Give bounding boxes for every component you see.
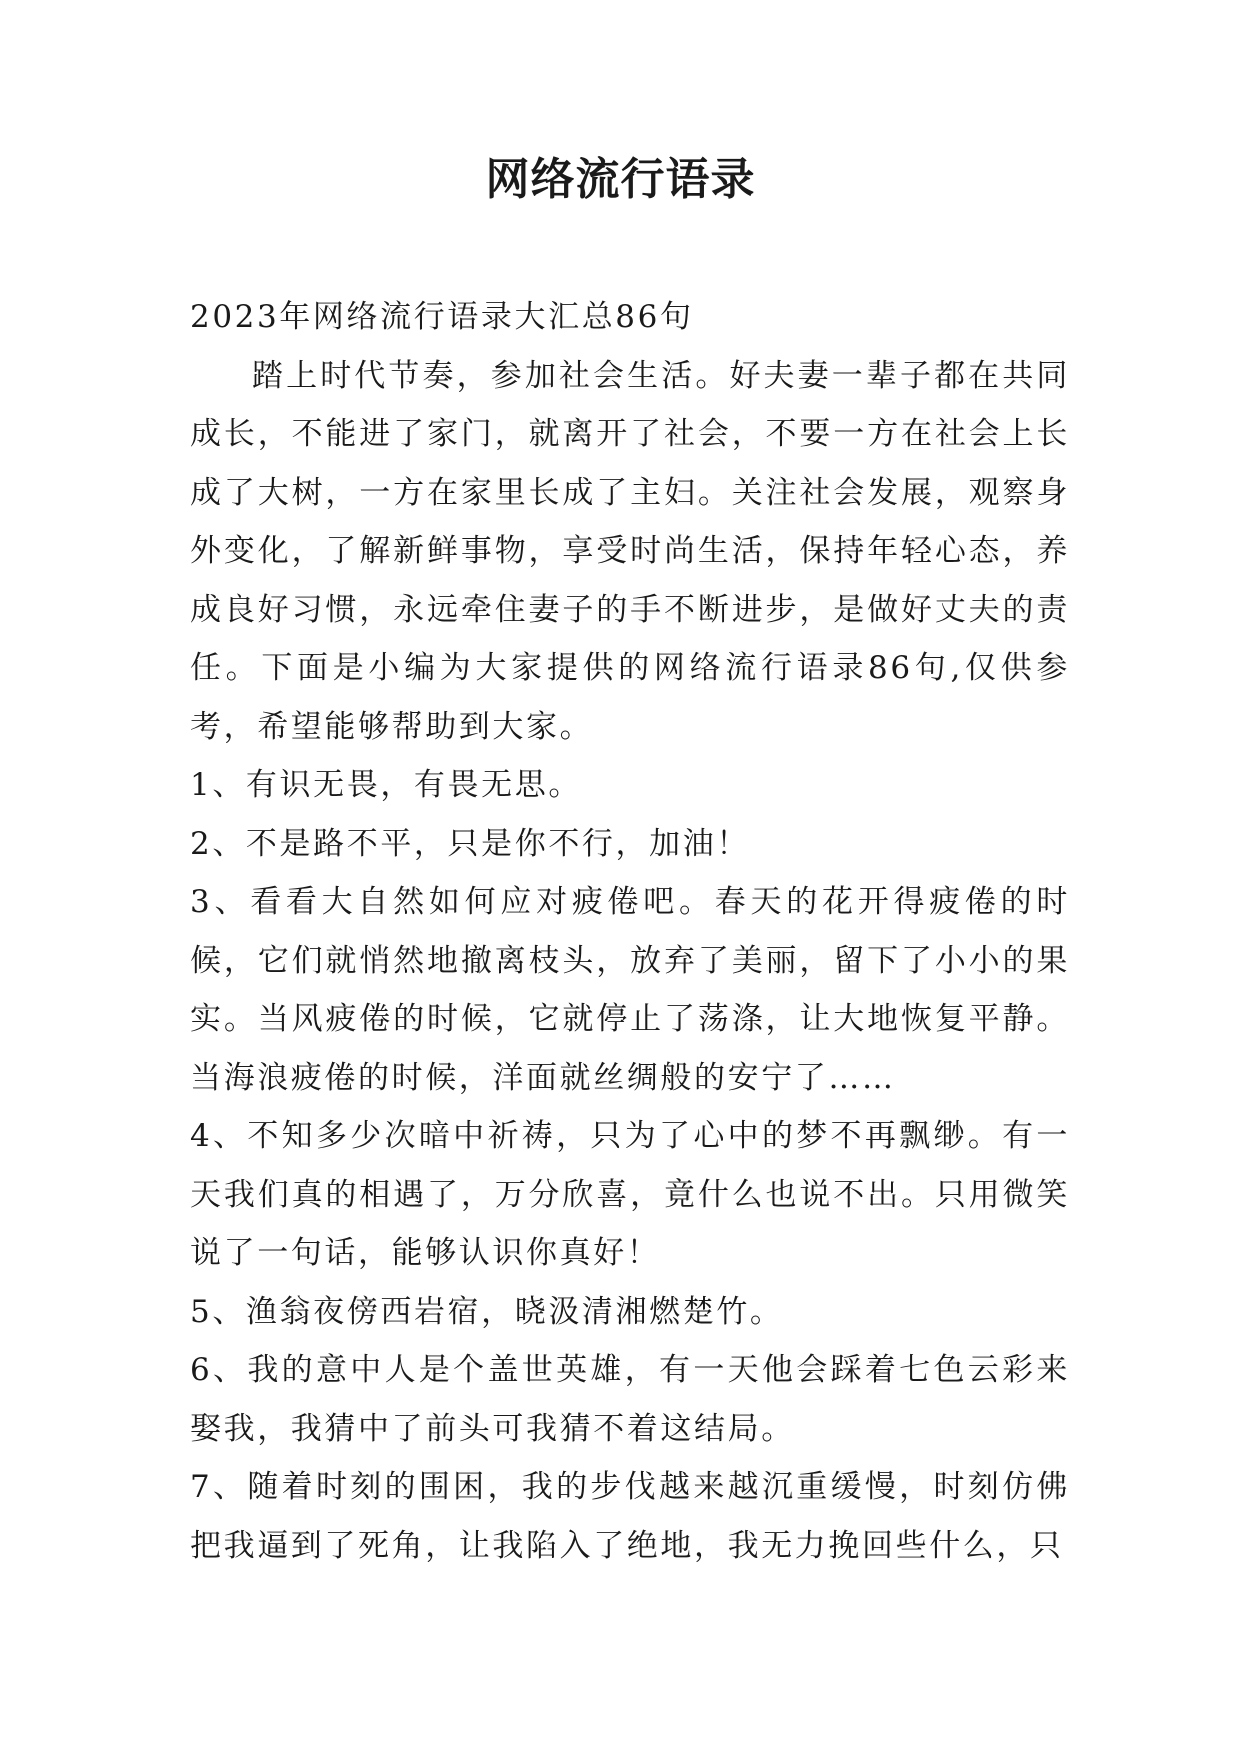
subtitle-line: 2023年网络流行语录大汇总86句 xyxy=(190,299,694,335)
quote-item-4: 4、不知多少次暗中祈祷，只为了心中的梦不再飘缈。有一天我们真的相遇了，万分欣喜，竟什么也说不出。只用微笑说了一句话，能够认识你真好！ xyxy=(190,1118,1070,1271)
quote-item-2: 2、不是路不平，只是你不行，加油！ xyxy=(190,825,750,862)
quote-item-5: 5、渔翁夜傍西岩宿，晓汲清湘燃楚竹。 xyxy=(190,1293,784,1330)
quote-item-3: 3、看看大自然如何应对疲倦吧。春天的花开得疲倦的时候，它们就悄然地撤离枝头，放弃了美丽，留下了小小的果实。当风疲倦的时候，它就停止了荡涤，让大地恢复平静。当海浪疲倦的时候，洋面就丝绸般的安宁了…… xyxy=(190,884,1070,1096)
intro-paragraph: 踏上时代节奏，参加社会生活。好夫妻一辈子都在共同成长，不能进了家门，就离开了社会，不要一方在社会上长成了大树，一方在家里长成了主妇。关注社会发展，观察身外变化，了解新鲜事物，享受时尚生活，保持年轻心态，养成良好习惯，永远牵住妻子的手不断进步，是做好丈夫的责任。下面是小编为大家提供的网络流行语录86句,仅供参考，希望能够帮助到大家。 xyxy=(190,357,1070,745)
document-body xyxy=(190,288,1070,1575)
quote-item-1: 1、有识无畏，有畏无思。 xyxy=(190,767,582,803)
document-title: 网络流行语录 xyxy=(485,154,756,205)
quote-item-6: 6、我的意中人是个盖世英雄，有一天他会踩着七色云彩来娶我，我猜中了前头可我猜不着这结局。 xyxy=(190,1352,1070,1447)
quote-item-7: 7、随着时刻的围困，我的步伐越来越沉重缓慢，时刻仿佛把我逼到了死角，让我陷入了绝地，我无力挽回些什么，只 xyxy=(190,1469,1070,1564)
